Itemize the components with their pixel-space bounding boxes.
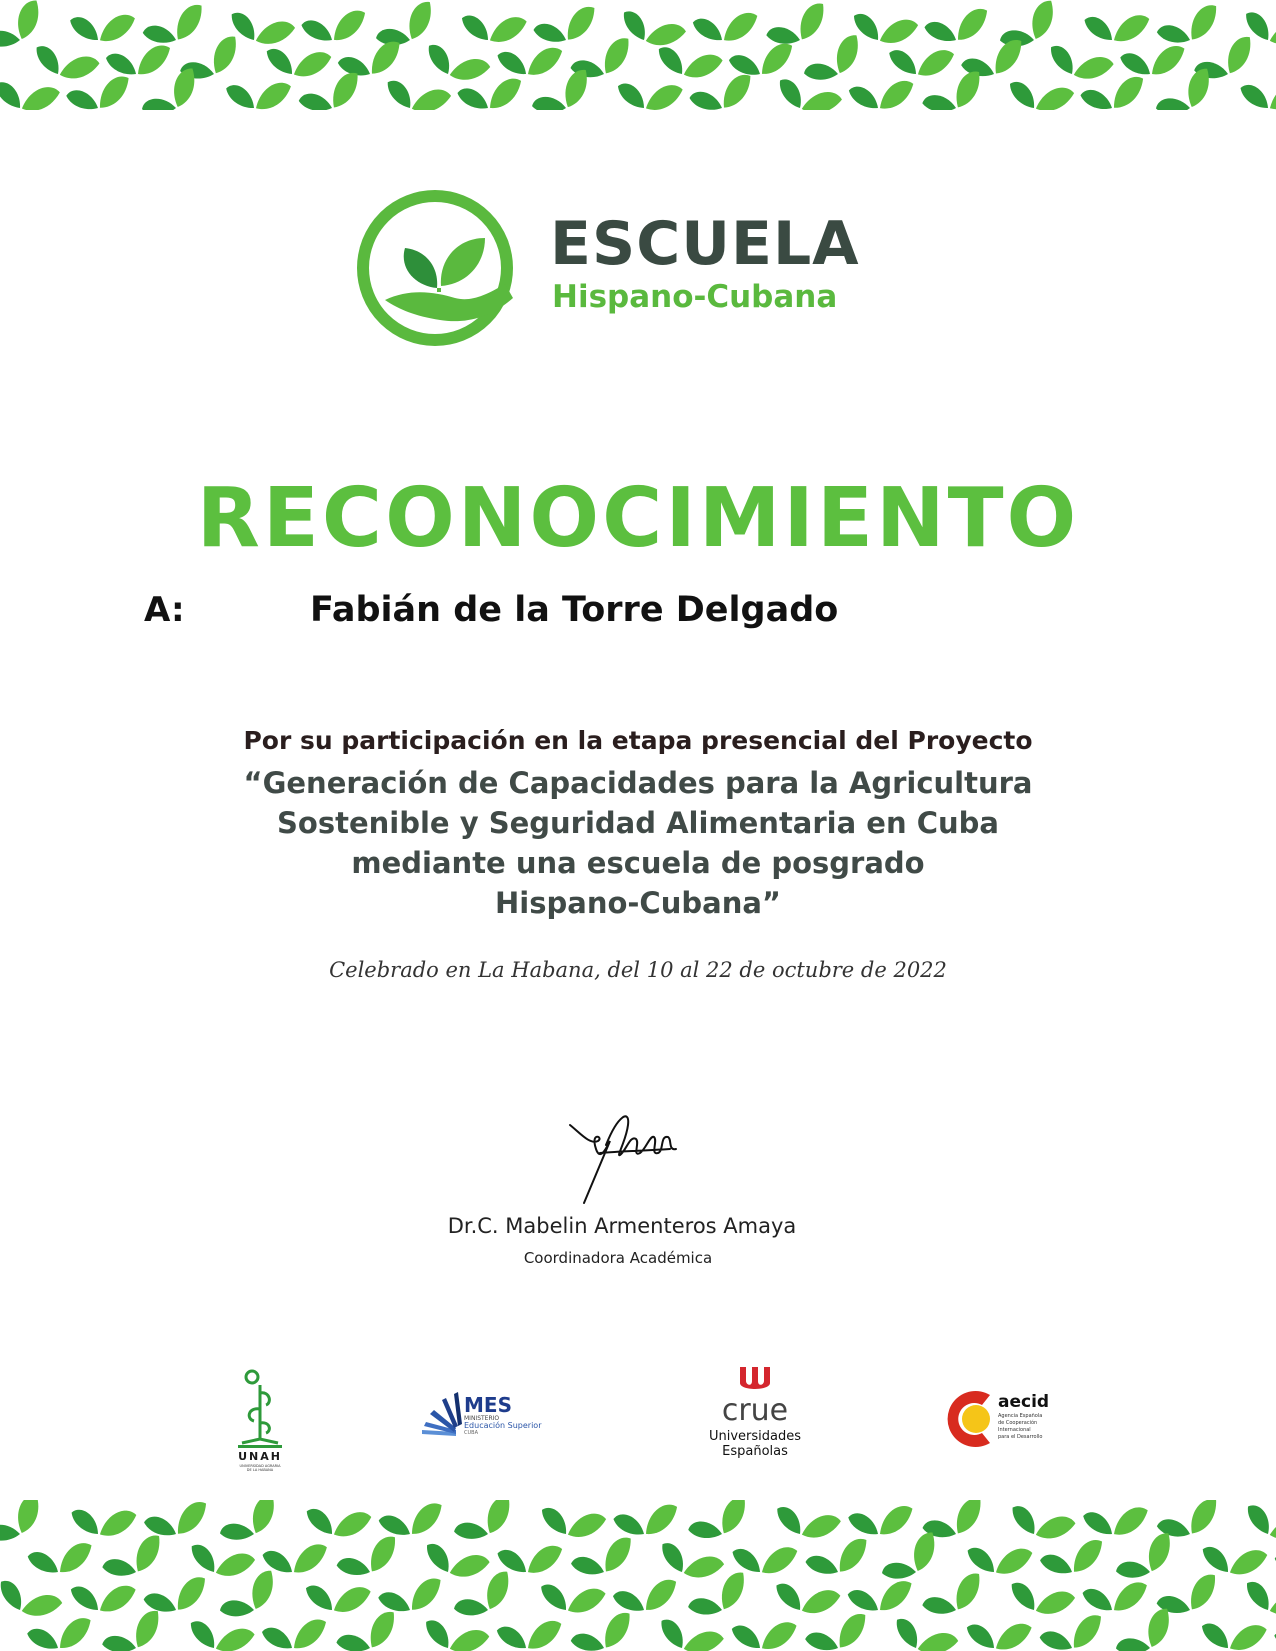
- aecid-line3: Internacional: [998, 1427, 1031, 1433]
- aecid-line1: Agencia Española: [998, 1413, 1043, 1419]
- recipient-label: A:: [144, 590, 185, 630]
- leaf-icon: [730, 1617, 797, 1651]
- signatory-role: Coordinadora Académica: [523, 1249, 713, 1267]
- leaf-pattern-top: [0, 0, 1276, 110]
- leaf-icon: [848, 78, 913, 110]
- crue-logo: [700, 1365, 810, 1475]
- leaf-icon: [730, 1540, 797, 1577]
- leaf-icon: [262, 1620, 326, 1649]
- leaf-icon: [848, 1505, 912, 1535]
- leaf-icon: [568, 1536, 637, 1579]
- leaf-icon: [802, 1613, 871, 1651]
- certificate-heading: RECONOCIMIENTO: [196, 471, 1080, 566]
- aecid-name: aecid: [998, 1392, 1050, 1412]
- leaf-icon: [303, 1500, 372, 1543]
- crue-name: crue: [721, 1393, 789, 1428]
- project-title-line: Hispano-Cubana”: [495, 886, 781, 920]
- crue-line1: Universidades: [708, 1429, 802, 1444]
- participation-line: Por su participación en la etapa presencial del Proyecto: [243, 726, 1033, 755]
- project-title-line: Sostenible y Seguridad Alimentaria en Cuba: [277, 806, 999, 840]
- leaf-icon: [214, 1569, 284, 1625]
- leaf-icon: [1110, 1607, 1180, 1651]
- leaf-icon: [531, 6, 599, 47]
- leaf-icon: [655, 1610, 725, 1651]
- leaf-icon: [496, 1541, 562, 1575]
- recipient-name: Fabián de la Torre Delgado: [310, 590, 839, 630]
- leaf-icon: [1082, 1580, 1147, 1611]
- leaf-icon: [263, 39, 332, 82]
- mes-line3: CUBA: [464, 1430, 479, 1436]
- leaf-icon: [918, 1572, 988, 1621]
- project-title: [0, 763, 1276, 923]
- leaf-icon: [1038, 1614, 1106, 1651]
- mes-line2: Educación Superior: [464, 1421, 542, 1430]
- leaf-icon: [378, 1503, 444, 1537]
- leaf-icon: [142, 1576, 210, 1616]
- aecid-emblem-icon: [938, 1385, 1068, 1455]
- leaf-icon: [68, 1500, 136, 1541]
- aecid-line2: de Cooperación: [998, 1420, 1038, 1426]
- leaf-icon: [459, 6, 528, 48]
- leaf-icon: [186, 1535, 256, 1585]
- aecid-line4: para el Desarrollo: [998, 1434, 1043, 1440]
- leaf-icon: [918, 70, 988, 110]
- leaf-icon: [496, 1618, 561, 1650]
- leaf-icon: [655, 1533, 725, 1588]
- unah-line2: DE LA HABANA: [246, 1468, 274, 1472]
- unah-acronym: UNAH: [238, 1450, 282, 1463]
- leaf-icon: [65, 76, 132, 110]
- leaf-icon: [687, 74, 755, 110]
- leaf-icon: [226, 3, 296, 53]
- leaf-icon: [1044, 36, 1114, 88]
- leaf-icon: [301, 10, 366, 41]
- leaf-icon: [0, 72, 61, 110]
- leaf-icon: [377, 1578, 444, 1614]
- leaf-icon: [684, 1500, 754, 1545]
- leaf-icon: [692, 10, 757, 42]
- crue-line2: Españolas: [722, 1444, 788, 1459]
- logo-subtitle: Hispano-Cubana: [552, 279, 838, 315]
- leaf-icon: [332, 1610, 402, 1651]
- unah-emblem-icon: [230, 1365, 290, 1475]
- leaf-icon: [1240, 1572, 1276, 1624]
- leaf-icon: [382, 71, 452, 110]
- mes-acronym: MES: [464, 1393, 512, 1417]
- leaf-icon: [615, 74, 684, 110]
- leaf-icon: [886, 41, 954, 81]
- leaf-icon: [1038, 1539, 1105, 1576]
- leaf-icon: [567, 1611, 636, 1651]
- leaf-icon: [27, 1618, 92, 1650]
- project-title-line: mediante una escuela de posgrado: [351, 846, 925, 880]
- mes-line1: MINISTERIO: [464, 1415, 500, 1422]
- leaf-icon: [0, 1500, 50, 1549]
- leaf-icon: [28, 1543, 92, 1573]
- school-logo: [355, 188, 915, 358]
- leaf-icon: [336, 41, 404, 80]
- top-leaf-border: [0, 0, 1276, 110]
- leaf-icon: [420, 1610, 490, 1651]
- leaf-icon: [0, 1571, 63, 1627]
- leaf-icon: [964, 1538, 1032, 1579]
- project-title-line: “Generación de Capacidades para la Agricultura: [243, 766, 1033, 800]
- leaf-icon: [449, 1569, 519, 1623]
- celebration-line: Celebrado en La Habana, del 10 al 22 de octubre de 2022: [329, 958, 947, 982]
- mes-logo: [420, 1390, 580, 1440]
- leaf-icon: [1241, 1500, 1276, 1549]
- leaf-icon: [728, 43, 794, 76]
- unah-line1: UNIVERSIDAD AGRARIA: [239, 1464, 281, 1468]
- leaf-icon: [1006, 1573, 1076, 1623]
- leaf-icon: [1079, 76, 1146, 110]
- leaf-icon: [68, 8, 135, 44]
- signature: [560, 1105, 680, 1205]
- unah-logo: [230, 1365, 290, 1475]
- bottom-leaf-border: [0, 1500, 1276, 1651]
- leaf-icon: [333, 1535, 403, 1581]
- leaf-icon: [1154, 4, 1223, 48]
- leaf-icon: [537, 1500, 607, 1544]
- leaf-icon: [106, 46, 170, 75]
- leaf-icon: [612, 1579, 678, 1612]
- leaf-icon: [214, 1500, 284, 1548]
- leaf-icon: [68, 1577, 136, 1616]
- leaf-icon: [496, 43, 562, 77]
- leaf-icon: [1238, 76, 1276, 110]
- leaf-icon: [1120, 45, 1184, 75]
- leaf-icon: [1006, 1500, 1076, 1548]
- leaf-icon: [30, 36, 100, 88]
- leaf-icon: [537, 1575, 606, 1619]
- leaf-icon: [923, 8, 990, 43]
- leaf-icon: [186, 1611, 256, 1651]
- sprout-hand-icon: [355, 188, 520, 353]
- leaf-icon: [772, 1500, 842, 1546]
- leaf-icon: [683, 1570, 753, 1622]
- leaf-icon: [98, 1534, 168, 1583]
- leaf-icon: [262, 1542, 327, 1573]
- aecid-logo: [938, 1385, 1068, 1455]
- leaf-icon: [889, 1609, 959, 1651]
- leaf-pattern-bottom: [0, 1500, 1276, 1651]
- leaf-icon: [798, 33, 868, 88]
- leaf-icon: [848, 1581, 912, 1611]
- leaf-icon: [139, 3, 208, 48]
- mes-emblem-icon: [420, 1390, 580, 1440]
- leaf-icon: [224, 76, 291, 110]
- leaf-icon: [762, 2, 832, 51]
- signatory-name: Dr.C. Mabelin Armenteros Amaya: [447, 1214, 797, 1238]
- leaf-icon: [1110, 1531, 1180, 1586]
- leaf-icon: [1005, 72, 1075, 110]
- leaf-icon: [1199, 1537, 1268, 1580]
- leaf-icon: [142, 1501, 209, 1538]
- leaf-icon: [449, 1500, 519, 1547]
- leaf-icon: [876, 1530, 946, 1587]
- leaf-icon: [1082, 8, 1149, 45]
- leaf-icon: [98, 1609, 168, 1651]
- leaf-icon: [457, 78, 522, 109]
- logo-title: ESCUELA: [550, 209, 860, 279]
- leaf-icon: [303, 1576, 372, 1618]
- leaf-icon: [420, 1534, 490, 1586]
- leaf-icon: [1199, 1614, 1268, 1651]
- leaf-icon: [771, 1574, 841, 1621]
- leaf-icon: [964, 1615, 1032, 1651]
- leaf-icon: [371, 0, 441, 53]
- leaf-icon: [1082, 1503, 1148, 1536]
- leaf-icon: [613, 1504, 678, 1535]
- crue-emblem-icon: [700, 1365, 810, 1475]
- leaf-icon: [849, 4, 919, 50]
- leaf-icon: [295, 71, 364, 110]
- leaf-icon: [803, 1538, 871, 1579]
- leaf-icon: [421, 35, 491, 91]
